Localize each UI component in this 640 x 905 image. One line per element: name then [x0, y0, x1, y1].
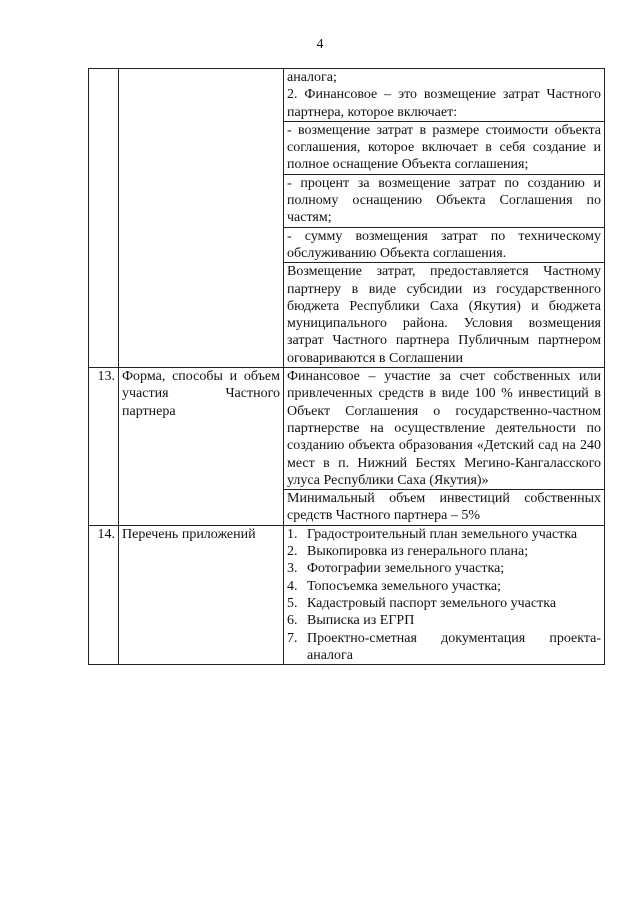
content-list-item: - возмещение затрат в размере стоимости объекта соглашения, которое включает в себя создание и полное оснащение Объекта соглашения; [284, 122, 604, 175]
list-item-text: Фотографии земельного участка; [307, 561, 505, 577]
row-label: Перечень приложений [119, 525, 284, 664]
row-number: 13. [89, 368, 119, 526]
appendix-list [287, 526, 601, 664]
row-content-cell [284, 69, 605, 368]
list-item-text: Градостроительный план земельного участка [307, 526, 578, 542]
content-list-item: - сумму возмещения затрат по техническому обслуживанию Объекта соглашения. [284, 228, 604, 264]
list-item-text: Выкопировка из генерального плана; [307, 544, 529, 560]
list-item-number: 2. [287, 544, 298, 560]
content-paragraph: 2. Финансовое – это возмещение затрат Частного партнера, которое включает: [284, 86, 604, 122]
table-row-continuation [89, 69, 605, 368]
page-number: 4 [316, 37, 324, 52]
list-item-number: 6. [287, 613, 298, 629]
row-number-cell [89, 69, 119, 368]
list-item [287, 595, 601, 612]
content-paragraph: Возмещение затрат, предоставляется Частному партнеру в виде субсидии из государственного бюджета Республики Саха (Якутия) и бюджета муниципального района. Условия возмещения затрат Частного партнера Публичным партнером оговариваются в Соглашении [287, 264, 601, 366]
row-content-cell [284, 368, 605, 526]
row-label-cell [119, 69, 284, 368]
list-item [287, 630, 601, 665]
table-row [89, 525, 605, 664]
list-item-text: Кадастровый паспорт земельного участка [307, 595, 557, 611]
list-item [287, 543, 601, 560]
content-line: аналога; [287, 70, 337, 85]
list-item-number: 7. [287, 630, 298, 646]
list-item-number: 3. [287, 561, 298, 577]
list-item [287, 578, 601, 595]
list-item-number: 4. [287, 578, 298, 594]
row-number: 14. [89, 525, 119, 664]
list-item-text: Выписка из ЕГРП [307, 613, 415, 629]
list-item [287, 612, 601, 629]
list-item [287, 526, 601, 543]
table-row [89, 368, 605, 526]
list-item-text: Проектно-сметная документация проекта-аналога [307, 630, 601, 663]
list-item-number: 5. [287, 595, 298, 611]
content-paragraph: Минимальный объем инвестиций собственных средств Частного партнера – 5% [287, 491, 601, 524]
row-content-cell [284, 525, 605, 664]
list-item-text: Топосъемка земельного участка; [307, 578, 502, 594]
content-list-item: - процент за возмещение затрат по созданию и полному оснащению Объекта Соглашения по частям; [284, 175, 604, 228]
list-item [287, 560, 601, 577]
content-paragraph: Финансовое – участие за счет собственных или привлеченных средств в виде 100 % инвестиций в Объект Соглашения о государственно-частном партнерстве на осуществление деятельности по созданию объекта образования «Детский сад на 240 мест в п. Нижний Бестях Мегино-Кангаласского улуса Республики Саха (Якутия)» [284, 368, 604, 490]
document-table [88, 68, 605, 665]
row-label: Форма, способы и объем участия Частного партнера [119, 368, 284, 526]
list-item-number: 1. [287, 526, 298, 542]
